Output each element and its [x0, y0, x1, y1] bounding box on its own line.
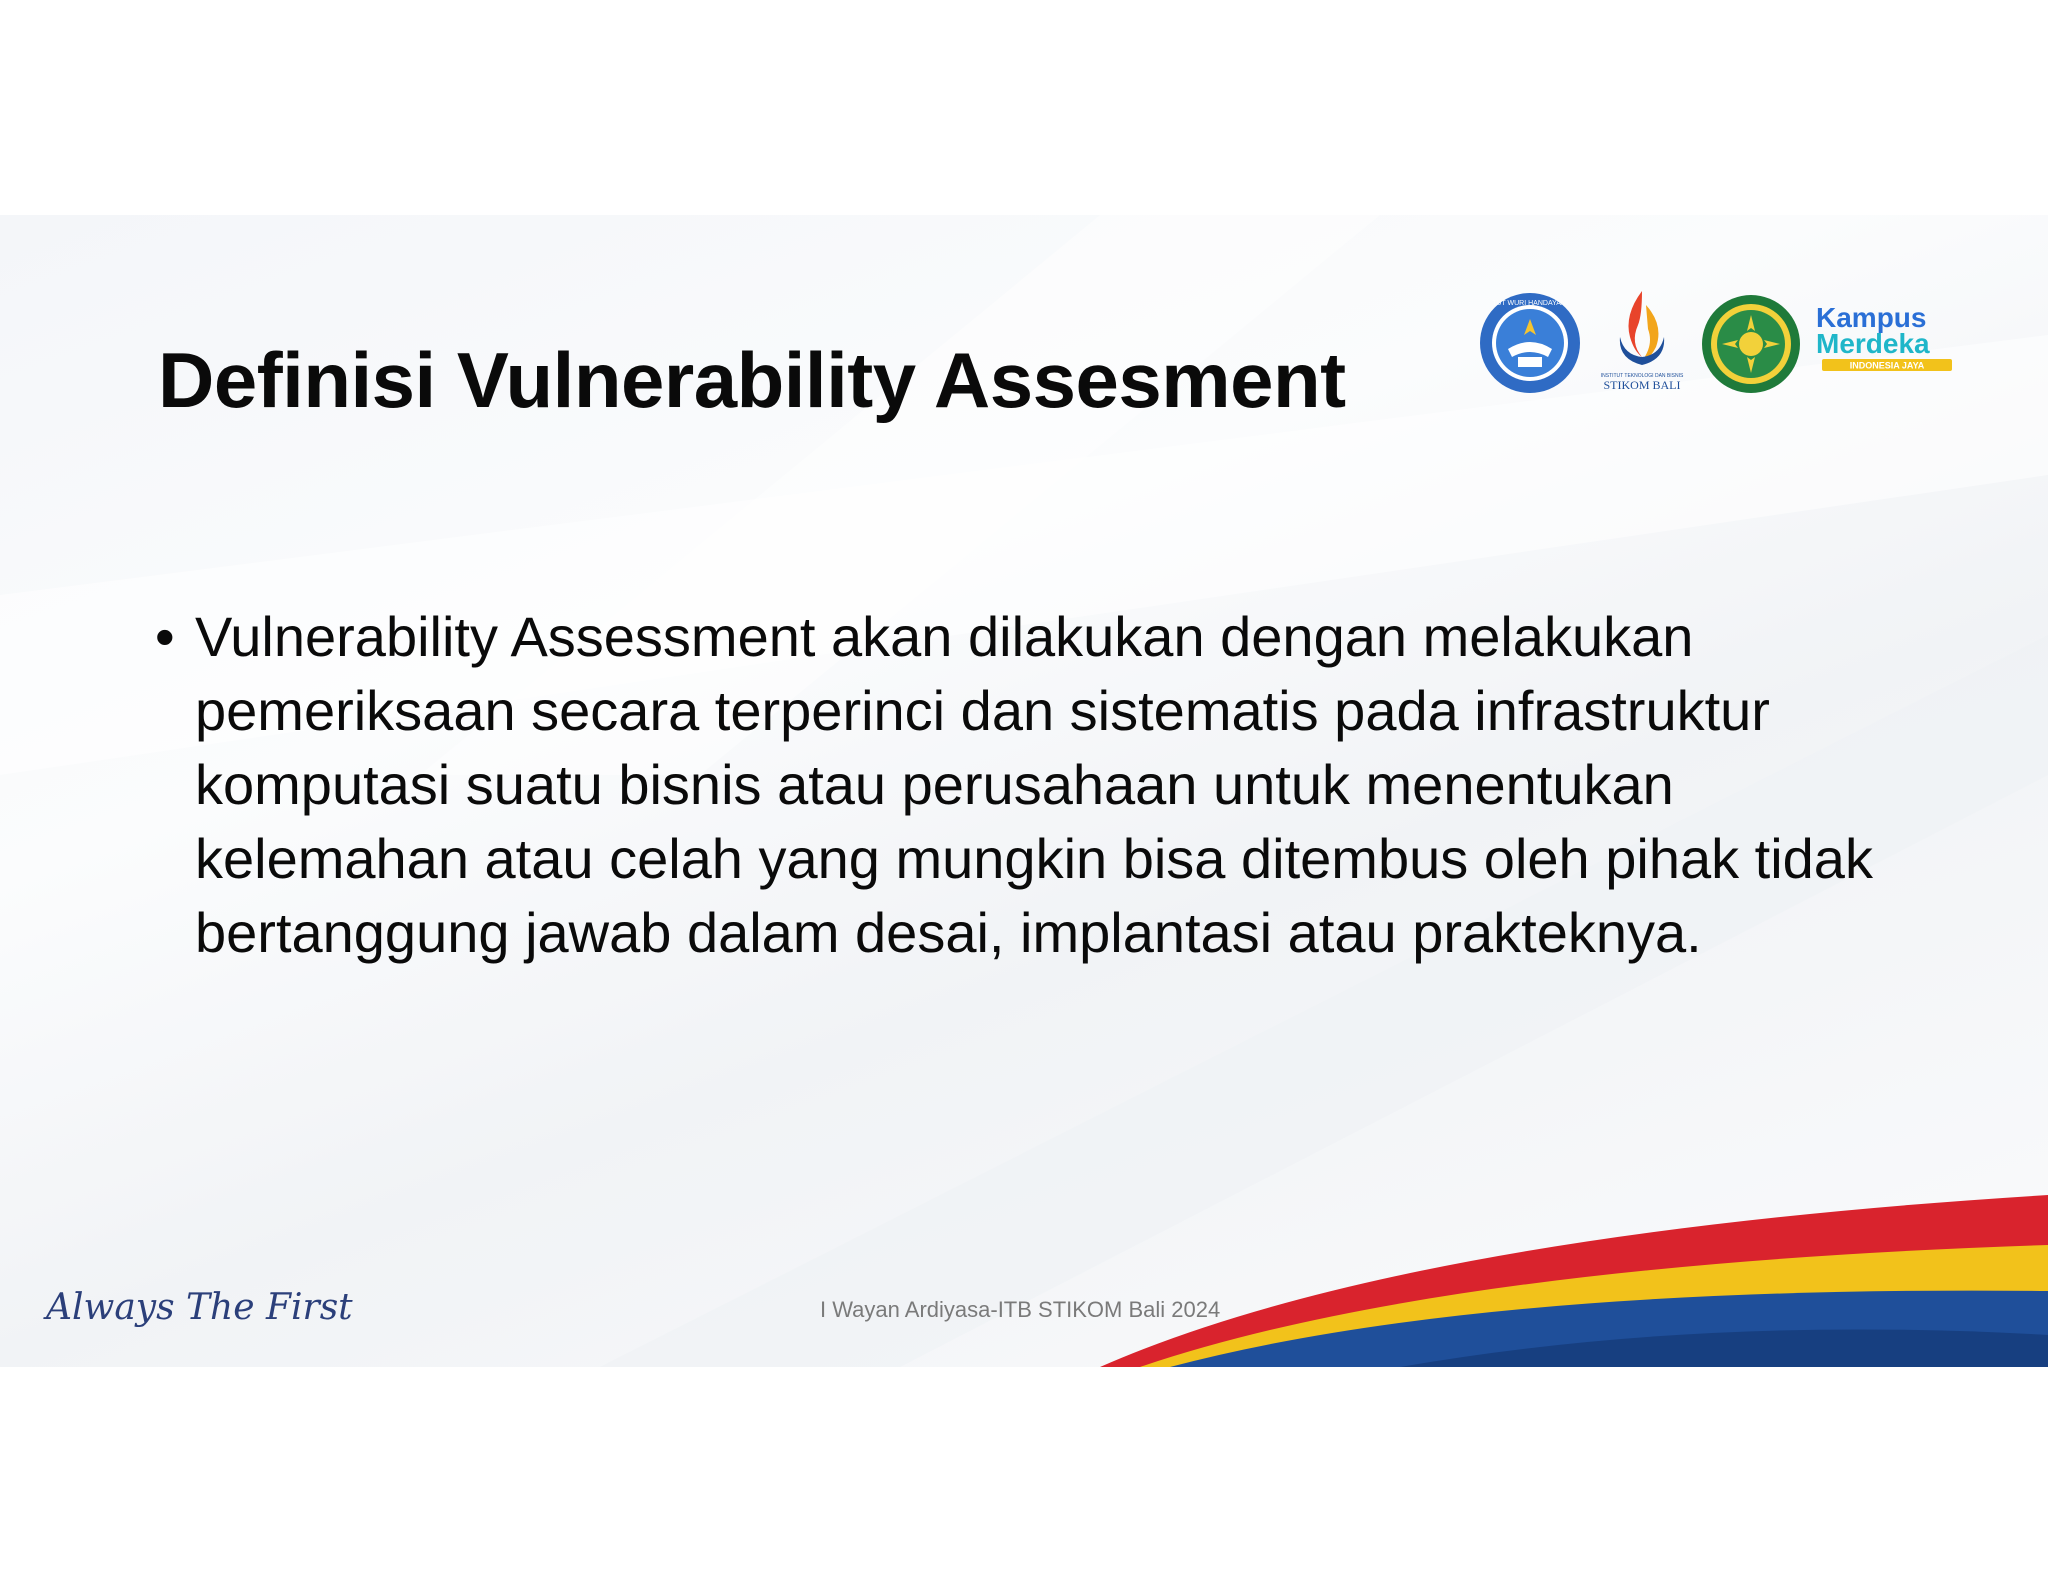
kampus-line1: Kampus [1816, 302, 1927, 333]
kampus-merdeka-logo [1812, 299, 1962, 379]
footer-credit: I Wayan Ardiyasa-ITB STIKOM Bali 2024 [820, 1297, 1221, 1322]
kampus-line2: Merdeka [1816, 328, 1930, 359]
tutwuri-text: TUT WURI HANDAYANI [1492, 300, 1568, 307]
bullet-marker: • [155, 605, 175, 668]
stikom-text: STIKOM BALI [1603, 378, 1681, 392]
bullet-item [155, 600, 1915, 970]
logo-strip [1478, 285, 1968, 395]
slide-title: Definisi Vulnerability Assesment [158, 336, 1346, 424]
stikom-small-text: INSTITUT TEKNOLOGI DAN BISNIS [1600, 373, 1684, 379]
bullet-list [155, 600, 1915, 970]
tut-wuri-handayani-logo [1478, 291, 1582, 395]
education-ministry-seal-logo [1700, 293, 1802, 395]
bullet-text: Vulnerability Assessment akan dilakukan dengan melakukan pemeriksaan secara terperinci dan sistematis pada infrastruktur komputasi suatu bisnis atau perusahaan untuk menentukan kelemahan atau celah yang mungkin bisa ditembus oleh pihak tidak bertanggung jawab dalam desai, implantasi atau prakteknya. [195, 605, 1873, 964]
kampus-tagline: INDONESIA JAYA [1849, 360, 1925, 371]
decorative-swoosh [1100, 1195, 2048, 1367]
motto-text: Always The First [46, 1287, 353, 1328]
stikom-bali-logo [1590, 285, 1694, 395]
slide [0, 215, 2048, 1367]
